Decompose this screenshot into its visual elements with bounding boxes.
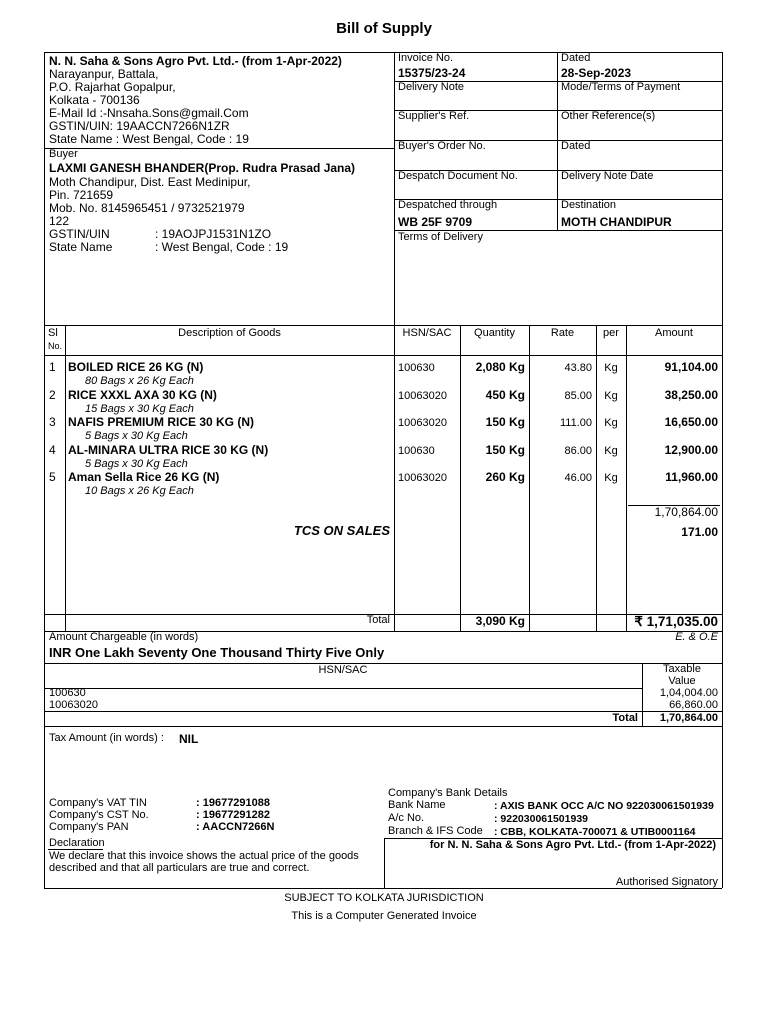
hsn-summary-bottom [44, 726, 722, 727]
item-name: AL-MINARA ULTRA RICE 30 KG (N) [68, 443, 269, 457]
total-quantity: 3,090 Kg [475, 614, 525, 628]
item-per: Kg [604, 445, 618, 457]
item-hsn: 100630 [398, 362, 435, 374]
tcs-label: TCS ON SALES [293, 523, 390, 538]
item-sl: 1 [49, 360, 56, 374]
computer-generated-note: This is a Computer Generated Invoice [291, 910, 477, 922]
dated-label: Dated [561, 52, 591, 64]
amount-in-words: INR One Lakh Seventy One Thousand Thirty Five Only [49, 645, 385, 660]
item-rate: 46.00 [564, 472, 592, 484]
declaration-text: We declare that this invoice shows the actual price of the goods [49, 850, 359, 862]
signatory-for-line: for N. N. Saha & Sons Agro Pvt. Ltd.- (from 1-Apr-2022) [429, 839, 716, 851]
destination-label: Destination [561, 199, 617, 211]
item-name: Aman Sella Rice 26 KG (N) [68, 470, 220, 484]
item-qty: 150 Kg [485, 415, 525, 429]
item-name: BOILED RICE 26 KG (N) [68, 360, 204, 374]
item-qty: 450 Kg [485, 388, 525, 402]
col-line-desc [394, 325, 395, 631]
suppliers-ref-label: Supplier's Ref. [398, 110, 470, 122]
item-hsn: 100630 [398, 445, 435, 457]
item-name: NAFIS PREMIUM RICE 30 KG (N) [68, 415, 255, 429]
item-hsn: 10063020 [398, 472, 447, 484]
buyer-label: Buyer [49, 148, 78, 160]
item-per: Kg [604, 362, 618, 374]
item-amount: 38,250.00 [664, 388, 718, 402]
despatched-through-value: WB 25F 9709 [398, 215, 473, 229]
authorised-signatory-label: Authorised Signatory [615, 876, 718, 888]
despatched-through-label: Despatched through [398, 199, 498, 211]
seller-gstin: GSTIN/UIN: 19AACCN7266N1ZR [49, 119, 230, 133]
item-rate: 86.00 [564, 445, 592, 457]
meta-col-divider [557, 52, 558, 230]
col-header-quantity: Quantity [474, 327, 515, 339]
item-hsn: 10063020 [398, 417, 447, 429]
hsn-summary-total-value: 1,70,864.00 [659, 712, 718, 724]
buyer-address-line: 122 [49, 214, 70, 228]
frame-left [44, 52, 45, 888]
item-amount: 91,104.00 [664, 360, 718, 374]
frame-right [722, 52, 723, 888]
hsn-summary-code: 100630 [49, 687, 86, 699]
account-no-value: : 922030061501939 [494, 813, 589, 825]
cst-no-label: Company's CST No. [49, 809, 149, 821]
item-qty: 150 Kg [485, 443, 525, 457]
seller-address-line: P.O. Rajarhat Gopalpur, [49, 80, 176, 94]
item-amount: 12,900.00 [664, 443, 718, 457]
item-sl: 4 [49, 443, 56, 457]
hsn-summary-header-line [44, 688, 642, 689]
item-rate: 111.00 [559, 417, 592, 429]
invoice-no-value: 15375/23-24 [398, 66, 466, 80]
order-dated-label: Dated [561, 140, 591, 152]
buyer-state-label: State Name [49, 240, 113, 254]
hsn-summary-total-label: Total [612, 712, 638, 724]
seller-name: N. N. Saha & Sons Agro Pvt. Ltd.- (from 1-Apr-2022) [49, 54, 342, 68]
item-rate: 85.00 [564, 390, 592, 402]
declaration-label: Declaration [49, 837, 105, 849]
taxable-header-1: Taxable [663, 663, 701, 675]
frame-top [44, 52, 722, 53]
delivery-note-label: Delivery Note [398, 81, 465, 93]
item-detail: 5 Bags x 30 Kg Each [85, 430, 188, 442]
tax-amount-label: Tax Amount (in words) : [49, 732, 164, 744]
hsn-summary-value: 1,04,004.00 [659, 687, 718, 699]
item-per: Kg [604, 472, 618, 484]
delivery-note-date-label: Delivery Note Date [561, 170, 654, 182]
amount-words-label: Amount Chargeable (in words) [49, 631, 199, 643]
buyer-name: LAXMI GANESH BHANDER(Prop. Rudra Prasad Jana) [49, 161, 356, 175]
vat-tin-value: : 19677291088 [196, 797, 271, 809]
buyer-gstin-label: GSTIN/UIN [49, 227, 110, 241]
col-header-amount: Amount [655, 327, 693, 339]
hsn-summary-header: HSN/SAC [318, 664, 368, 676]
taxable-header-2: Value [668, 675, 696, 687]
tcs-amount: 171.00 [681, 525, 718, 539]
cst-no-value: : 19677291282 [196, 809, 271, 821]
pan-label: Company's PAN [49, 821, 129, 833]
buyer-address-line: Pin. 721659 [49, 188, 114, 202]
buyer-state-value: : West Bengal, Code : 19 [155, 240, 289, 254]
item-detail: 10 Bags x 26 Kg Each [85, 485, 194, 497]
table-header-line [44, 355, 722, 356]
vat-tin-label: Company's VAT TIN [49, 797, 147, 809]
item-detail: 80 Bags x 26 Kg Each [85, 375, 194, 387]
item-sl: 2 [49, 388, 56, 402]
jurisdiction-note: SUBJECT TO KOLKATA JURISDICTION [284, 892, 484, 904]
buyers-order-label: Buyer's Order No. [398, 140, 486, 152]
item-name: RICE XXXL AXA 30 KG (N) [68, 388, 217, 402]
col-header-per: per [603, 327, 619, 339]
seller-state: State Name : West Bengal, Code : 19 [49, 132, 249, 146]
col-header-sl: Sl [48, 327, 58, 339]
pan-value: : AACCN7266N [196, 821, 275, 833]
signatory-box-left [384, 838, 385, 888]
col-header-description: Description of Goods [178, 327, 281, 339]
col-line-sl [65, 325, 66, 631]
terms-of-delivery-label: Terms of Delivery [398, 231, 483, 243]
page-title: Bill of Supply [336, 20, 432, 37]
seller-buyer-divider [44, 148, 394, 149]
destination-value: MOTH CHANDIPUR [561, 215, 672, 229]
seller-address-line: Kolkata - 700136 [49, 93, 140, 107]
declaration-text: described and that all particulars are true and correct. [49, 862, 310, 874]
despatch-doc-label: Despatch Document No. [398, 170, 518, 182]
seller-address-line: Narayanpur, Battala, [49, 67, 159, 81]
invoice-no-label: Invoice No. [398, 52, 454, 64]
buyer-gstin-value: : 19AOJPJ1531N1ZO [155, 227, 272, 241]
col-header-no: No. [48, 341, 63, 351]
hsn-summary-value: 66,860.00 [669, 699, 718, 711]
tax-amount-value: NIL [179, 732, 199, 746]
total-amount: ₹ 1,71,035.00 [634, 614, 718, 629]
item-sl: 5 [49, 470, 56, 484]
bank-name-label: Bank Name [388, 799, 446, 811]
hsn-summary-code: 10063020 [49, 699, 98, 711]
branch-ifsc-label: Branch & IFS Code [388, 825, 483, 837]
item-qty: 260 Kg [485, 470, 525, 484]
col-header-hsn: HSN/SAC [402, 327, 452, 339]
item-hsn: 10063020 [398, 390, 447, 402]
item-amount: 11,960.00 [665, 470, 718, 484]
item-detail: 15 Bags x 30 Kg Each [85, 403, 194, 415]
total-label: Total [366, 614, 390, 626]
subtotal-amount: 1,70,864.00 [654, 505, 718, 519]
item-per: Kg [604, 390, 618, 402]
mode-terms-label: Mode/Terms of Payment [561, 81, 681, 93]
seller-email: E-Mail Id :-Nnsaha.Sons@gmail.Com [49, 106, 249, 120]
item-rate: 43.80 [564, 362, 592, 374]
account-no-label: A/c No. [388, 812, 425, 824]
item-sl: 3 [49, 415, 56, 429]
eoe-label: E. & O.E [675, 631, 718, 643]
item-per: Kg [604, 417, 618, 429]
bank-name-value: : AXIS BANK OCC A/C NO 922030061501939 [494, 800, 714, 812]
other-ref-label: Other Reference(s) [561, 110, 656, 122]
item-amount: 16,650.00 [664, 415, 718, 429]
col-header-rate: Rate [550, 327, 575, 339]
item-qty: 2,080 Kg [475, 360, 525, 374]
bank-details-heading: Company's Bank Details [388, 787, 508, 799]
dated-value: 28-Sep-2023 [561, 66, 632, 80]
branch-ifsc-value: : CBB, KOLKATA-700071 & UTIB0001164 [494, 826, 696, 838]
buyer-address-line: Moth Chandipur, Dist. East Medinipur, [49, 175, 251, 189]
header-divider [394, 52, 395, 325]
buyer-mobile: Mob. No. 8145965451 / 9732521979 [49, 201, 245, 215]
table-top-line [44, 325, 722, 326]
item-detail: 5 Bags x 30 Kg Each [85, 458, 188, 470]
